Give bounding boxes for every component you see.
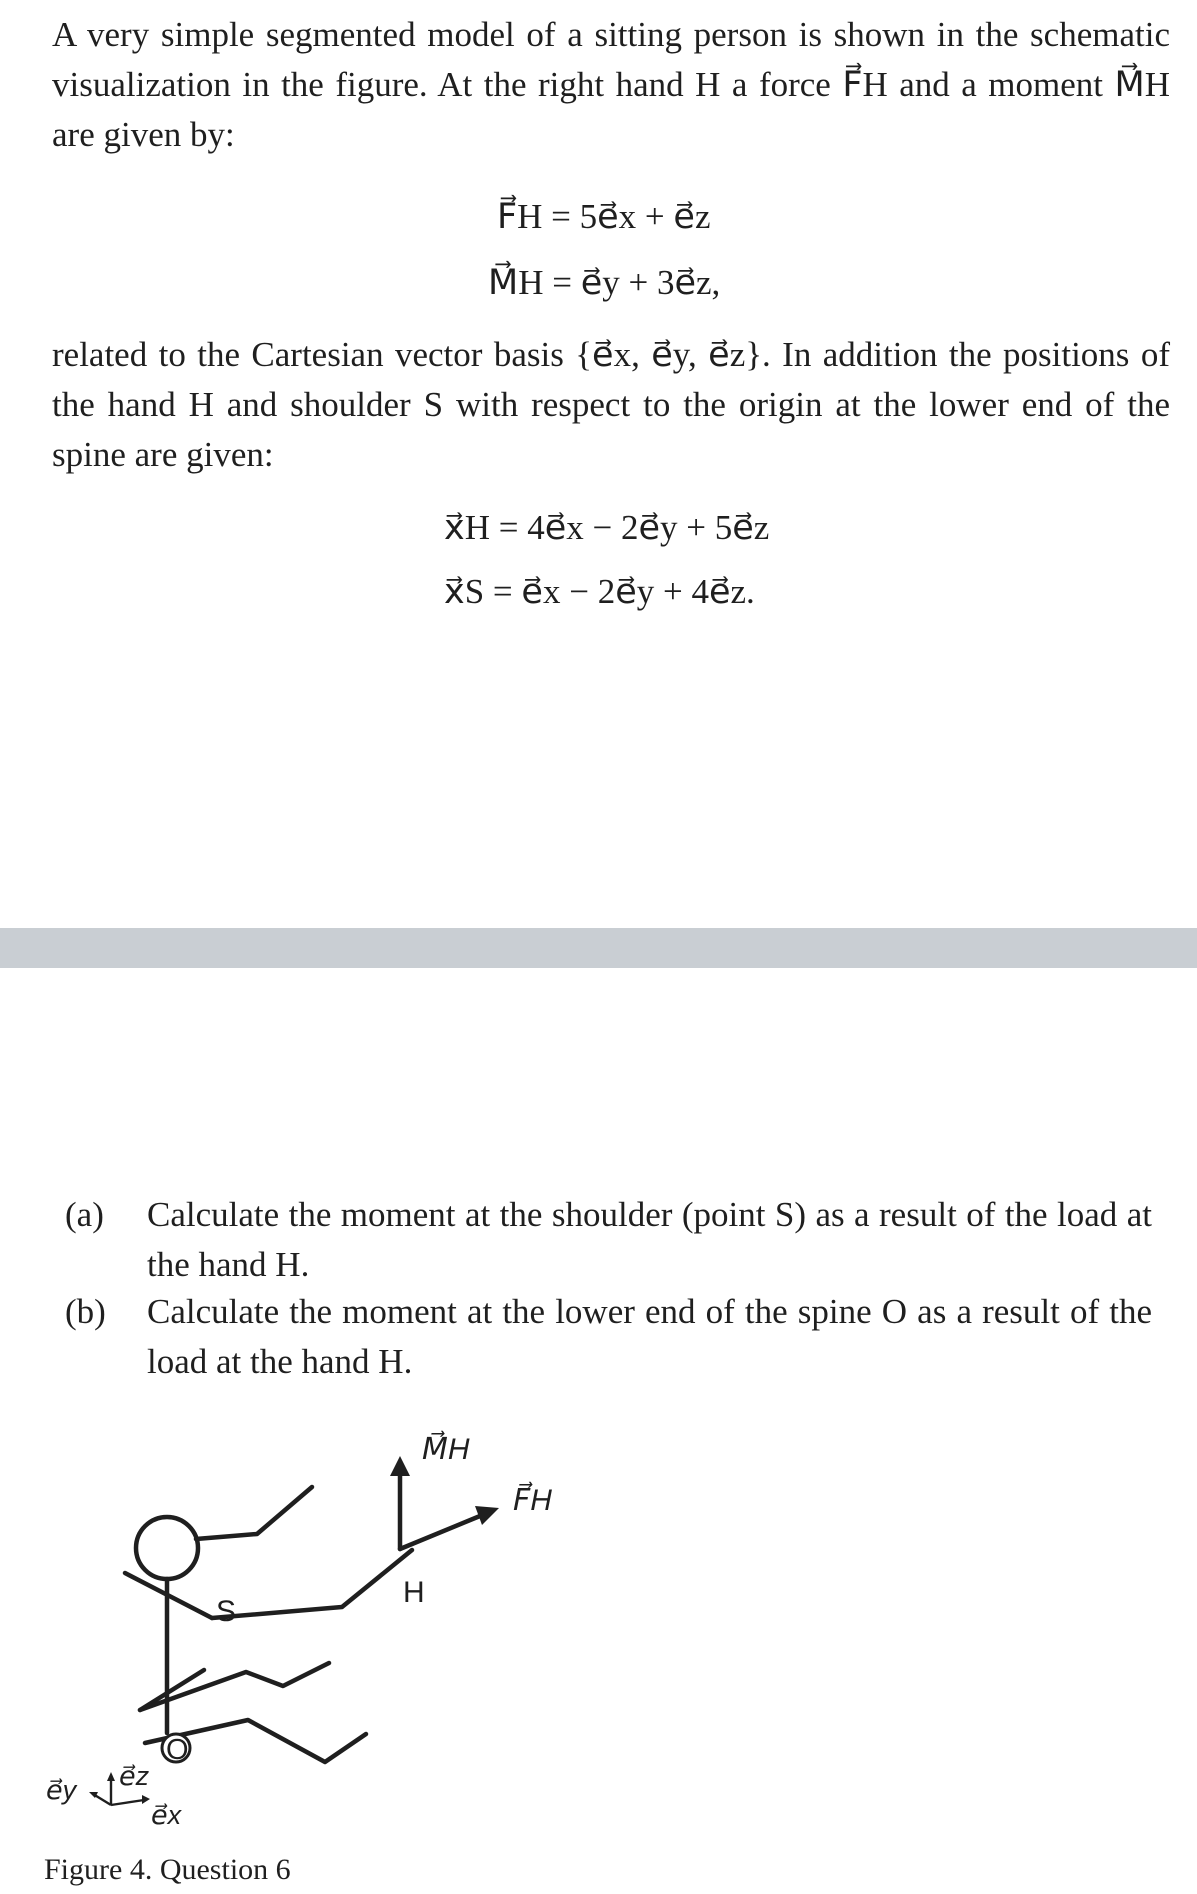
origin-label: O	[166, 1734, 189, 1766]
force-vector-line	[400, 1516, 480, 1549]
equation-shoulder-position-text: x⃗S = e⃗x − 2e⃗y + 4e⃗z.	[444, 572, 755, 611]
equation-moment-text: M⃗H = e⃗y + 3e⃗z,	[488, 263, 721, 302]
ez-label: e⃗z	[119, 1761, 150, 1791]
shoulder-label: S	[216, 1595, 237, 1628]
force-arrowhead	[475, 1506, 499, 1525]
head-circle	[136, 1517, 198, 1579]
basis-paragraph-text: related to the Cartesian vector basis {e⃗x, e⃗y, e⃗z}. In addition the positions of the hand H and shoulder S with respect to the origin at the lower end of the spine are given:	[52, 335, 1170, 474]
page-divider	[0, 928, 1197, 968]
right-arm-line	[212, 1550, 412, 1618]
question-a	[65, 1190, 1165, 1290]
sitting-person-figure	[0, 1380, 640, 1850]
figure-caption-text: Figure 4. Question 6	[44, 1853, 291, 1886]
question-b-label: (b)	[65, 1292, 106, 1331]
triad-ez-arrowhead	[107, 1772, 115, 1781]
figure-caption	[44, 1850, 291, 1890]
hand-label: H	[403, 1576, 425, 1609]
equation-hand-position-text: x⃗H = 4e⃗x − 2e⃗y + 5e⃗z	[444, 508, 770, 547]
question-b	[65, 1287, 1165, 1387]
moment-label: M⃗H	[422, 1433, 470, 1466]
ey-label: e⃗y	[46, 1775, 77, 1805]
moment-arrowhead	[390, 1456, 410, 1476]
triad-ex-axis	[111, 1800, 144, 1805]
intro-paragraph	[52, 10, 1170, 160]
basis-paragraph	[52, 330, 1170, 480]
question-a-text: Calculate the moment at the shoulder (point S) as a result of the load at the hand H.	[147, 1195, 1152, 1284]
question-b-text: Calculate the moment at the lower end of the spine O as a result of the load at the hand H.	[147, 1292, 1152, 1381]
equation-force-text: F⃗H = 5e⃗x + e⃗z	[497, 197, 711, 236]
equation-shoulder-position	[444, 567, 755, 617]
triad-ex-arrowhead	[142, 1795, 150, 1804]
equation-force	[497, 192, 711, 242]
ex-label: e⃗x	[151, 1800, 182, 1830]
intro-paragraph-text: A very simple segmented model of a sitting person is shown in the schematic visualization in the figure. At the right hand H a force F⃗H and a moment M⃗H are given by:	[52, 15, 1170, 154]
left-arm-line	[196, 1487, 312, 1539]
equation-hand-position	[444, 503, 769, 553]
equation-moment	[488, 258, 720, 308]
question-a-label: (a)	[65, 1195, 104, 1234]
force-label: F⃗H	[513, 1484, 552, 1517]
